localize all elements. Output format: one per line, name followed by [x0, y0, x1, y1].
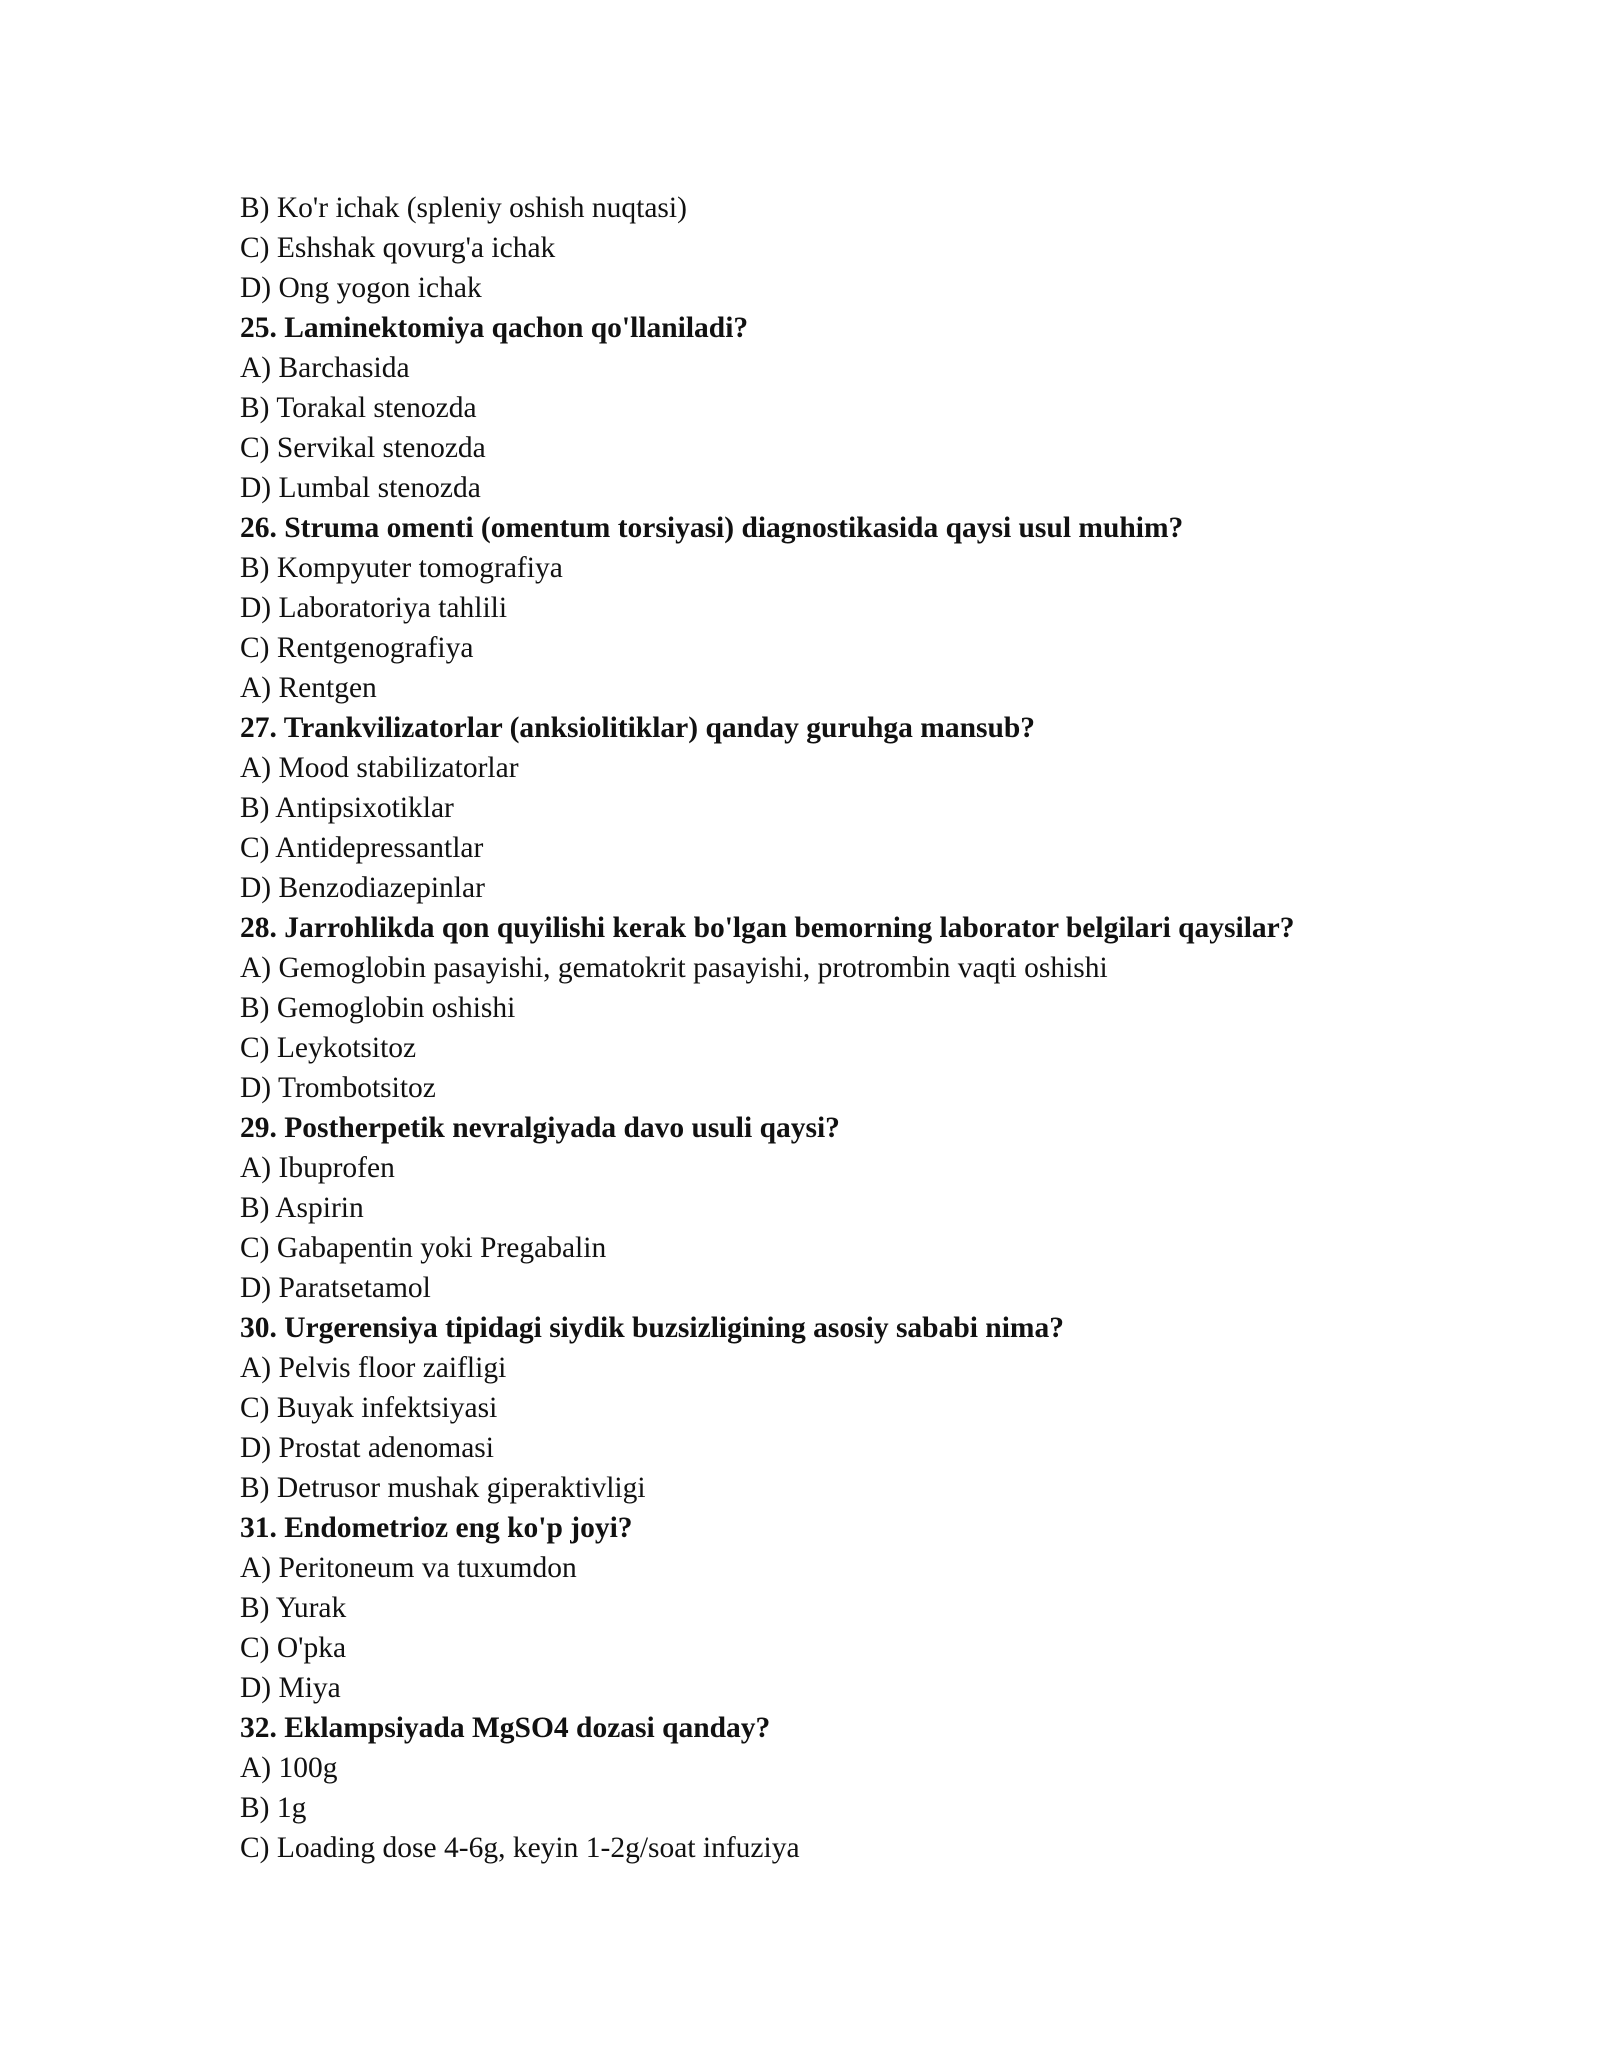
answer-option: A) 100g: [240, 1752, 338, 1784]
answer-option: C) Loading dose 4-6g, keyin 1-2g/soat infuziya: [240, 1832, 800, 1864]
question-text: 29. Postherpetik nevralgiyada davo usuli qaysi?: [240, 1112, 840, 1144]
question-28: [240, 908, 1480, 1108]
answer-option: B) Aspirin: [240, 1192, 364, 1224]
answer-option: A) Rentgen: [240, 672, 377, 704]
lead-options: [240, 188, 1480, 308]
answer-option: D) Paratsetamol: [240, 1272, 431, 1304]
question-text: 25. Laminektomiya qachon qo'llaniladi?: [240, 312, 749, 344]
answer-option: D) Ong yogon ichak: [240, 272, 482, 304]
answer-option: C) Gabapentin yoki Pregabalin: [240, 1232, 607, 1264]
question-25: [240, 308, 1480, 508]
question-text: 30. Urgerensiya tipidagi siydik buzsizligining asosiy sababi nima?: [240, 1312, 1064, 1344]
question-text: 28. Jarrohlikda qon quyilishi kerak bo'lgan bemorning laborator belgilari qaysilar?: [240, 912, 1295, 944]
answer-option: A) Mood stabilizatorlar: [240, 752, 519, 784]
answer-option: B) Detrusor mushak giperaktivligi: [240, 1472, 646, 1504]
answer-option: C) Buyak infektsiyasi: [240, 1392, 498, 1424]
answer-option: B) 1g: [240, 1792, 307, 1824]
answer-option: A) Barchasida: [240, 352, 410, 384]
answer-option: C) O'pka: [240, 1632, 347, 1664]
question-text: 26. Struma omenti (omentum torsiyasi) diagnostikasida qaysi usul muhim?: [240, 512, 1184, 544]
answer-option: D) Benzodiazepinlar: [240, 872, 485, 904]
answer-option: B) Antipsixotiklar: [240, 792, 454, 824]
answer-option: A) Ibuprofen: [240, 1152, 395, 1184]
answer-option: B) Yurak: [240, 1592, 347, 1624]
answer-option: B) Torakal stenozda: [240, 392, 477, 424]
answer-option: A) Gemoglobin pasayishi, gematokrit pasayishi, protrombin vaqti oshishi: [240, 952, 1108, 984]
question-text: 32. Eklampsiyada MgSO4 dozasi qanday?: [240, 1712, 771, 1744]
question-29: [240, 1108, 1480, 1308]
answer-option: A) Peritoneum va tuxumdon: [240, 1552, 577, 1584]
question-26: [240, 508, 1480, 708]
question-text: 27. Trankvilizatorlar (anksiolitiklar) qanday guruhga mansub?: [240, 712, 1036, 744]
answer-option: D) Prostat adenomasi: [240, 1432, 494, 1464]
answer-option: C) Eshshak qovurg'a ichak: [240, 232, 556, 264]
answer-option: D) Laboratoriya tahlili: [240, 592, 508, 624]
question-27: [240, 708, 1480, 908]
question-31: [240, 1508, 1480, 1708]
question-text: 31. Endometrioz eng ko'p joyi?: [240, 1512, 633, 1544]
answer-option: C) Servikal stenozda: [240, 432, 486, 464]
answer-option: B) Gemoglobin oshishi: [240, 992, 516, 1024]
answer-option: C) Leykotsitoz: [240, 1032, 417, 1064]
question-32: [240, 1708, 1480, 1868]
answer-option: D) Lumbal stenozda: [240, 472, 481, 504]
answer-option: B) Kompyuter tomografiya: [240, 552, 563, 584]
answer-option: C) Antidepressantlar: [240, 832, 484, 864]
answer-option: B) Ko'r ichak (spleniy oshish nuqtasi): [240, 192, 687, 224]
question-30: [240, 1308, 1480, 1508]
answer-option: D) Trombotsitoz: [240, 1072, 436, 1104]
answer-option: A) Pelvis floor zaifligi: [240, 1352, 507, 1384]
answer-option: C) Rentgenografiya: [240, 632, 474, 664]
document-content: [240, 188, 1480, 1868]
answer-option: D) Miya: [240, 1672, 341, 1704]
